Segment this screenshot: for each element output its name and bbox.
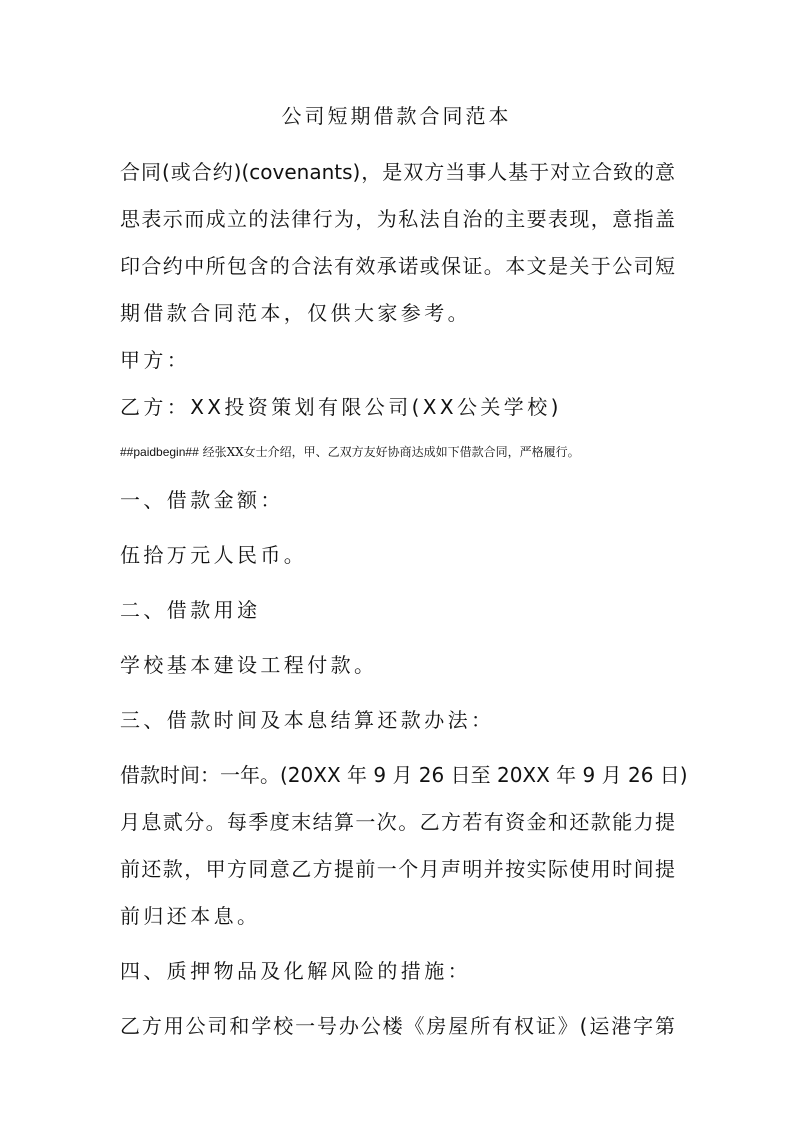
intro-note	[120, 444, 580, 460]
paid-marker: ##paidbegin##	[120, 445, 199, 459]
section-heading: 一、借款金额：	[120, 488, 284, 512]
section-heading: 二、借款用途	[120, 598, 261, 622]
section-text: 前归还本息。	[120, 904, 261, 928]
document-title: 公司短期借款合同范本	[281, 104, 512, 128]
section-text: 学校基本建设工程付款。	[120, 653, 378, 677]
intro-note-text: 经张XX女士介绍，甲、乙双方友好协商达成如下借款合同，严格履行。	[198, 445, 580, 459]
intro-line: 印合约中所包含的合法有效承诺或保证。本文是关于公司短	[120, 254, 675, 278]
section-text: 前还款，甲方同意乙方提前一个月声明并按实际使用时间提	[120, 857, 675, 881]
section-heading: 三、借款时间及本息结算还款办法：	[120, 708, 495, 732]
intro-line: 期借款合同范本，仅供大家参考。	[120, 301, 471, 325]
intro-line: 合同(或合约)(covenants)，是双方当事人基于对立合致的意	[120, 160, 675, 184]
section-text: 乙方用公司和学校一号办公楼《房屋所有权证》(运港字第	[120, 1014, 675, 1038]
party-b: 乙方：XX投资策划有限公司(XX公关学校)	[120, 395, 562, 419]
section-text: 月息贰分。每季度末结算一次。乙方若有资金和还款能力提	[120, 810, 675, 834]
party-a: 甲方：	[120, 348, 191, 372]
section-text: 伍拾万元人民币。	[120, 543, 308, 567]
section-text: 借款时间：一年。(20XX 年 9 月 26 日至 20XX 年 9 月 26 日)	[120, 763, 688, 787]
section-heading: 四、质押物品及化解风险的措施：	[120, 959, 471, 983]
intro-line: 思表示而成立的法律行为，为私法自治的主要表现，意指盖	[120, 207, 675, 231]
